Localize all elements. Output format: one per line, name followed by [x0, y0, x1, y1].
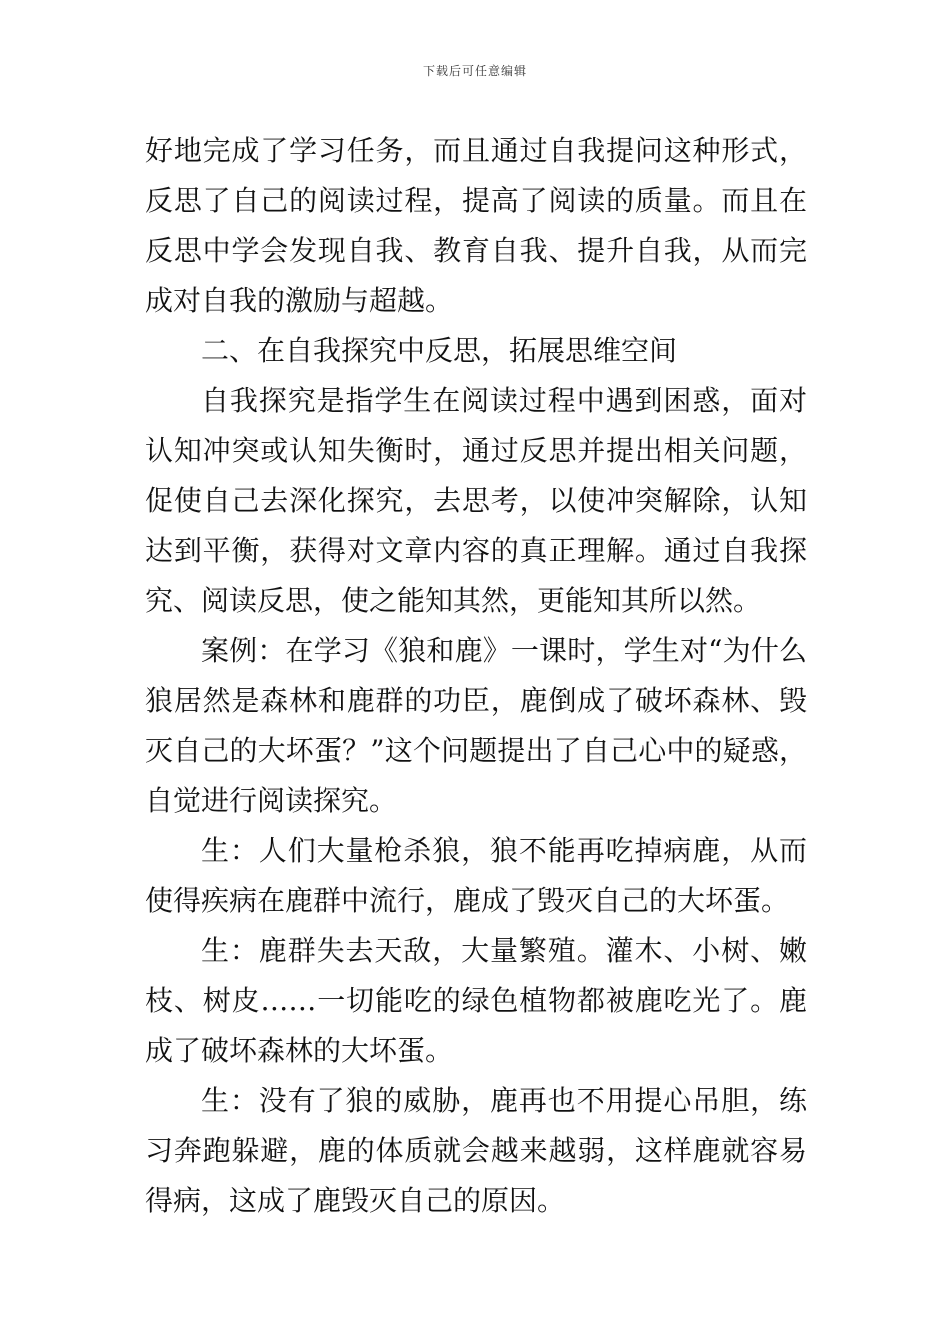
document-body [145, 126, 807, 1226]
paragraph-case-example: 案例：在学习《狼和鹿》一课时，学生对“为什么狼居然是森林和鹿群的功臣，鹿倒成了破坏森林、毁灭自己的大坏蛋？”这个问题提出了自己心中的疑惑，自觉进行阅读探究。 [145, 634, 807, 817]
section-heading: 二、在自我探究中反思，拓展思维空间 [201, 334, 678, 367]
paragraph-student-answer-1: 生：人们大量枪杀狼，狼不能再吃掉病鹿，从而使得疾病在鹿群中流行，鹿成了毁灭自己的大坏蛋。 [145, 834, 807, 917]
paragraph-student-answer-2: 生：鹿群失去天敌，大量繁殖。灌木、小树、嫩枝、树皮……一切能吃的绿色植物都被鹿吃光了。鹿成了破坏森林的大坏蛋。 [145, 934, 807, 1067]
paragraph-self-inquiry: 自我探究是指学生在阅读过程中遇到困惑，面对认知冲突或认知失衡时，通过反思并提出相关问题，促使自己去深化探究，去思考，以使冲突解除，认知达到平衡，获得对文章内容的真正理解。通过自我探究、阅读反思，使之能知其然，更能知其所以然。 [145, 384, 807, 617]
page-header: 下载后可任意编辑 [422, 64, 527, 78]
paragraph-student-answer-3: 生：没有了狼的威胁，鹿再也不用提心吊胆，练习奔跑躲避，鹿的体质就会越来越弱，这样鹿就容易得病，这成了鹿毁灭自己的原因。 [145, 1084, 807, 1217]
paragraph-continuation: 好地完成了学习任务，而且通过自我提问这种形式，反思了自己的阅读过程，提高了阅读的质量。而且在反思中学会发现自我、教育自我、提升自我，从而完成对自我的激励与超越。 [145, 134, 807, 317]
